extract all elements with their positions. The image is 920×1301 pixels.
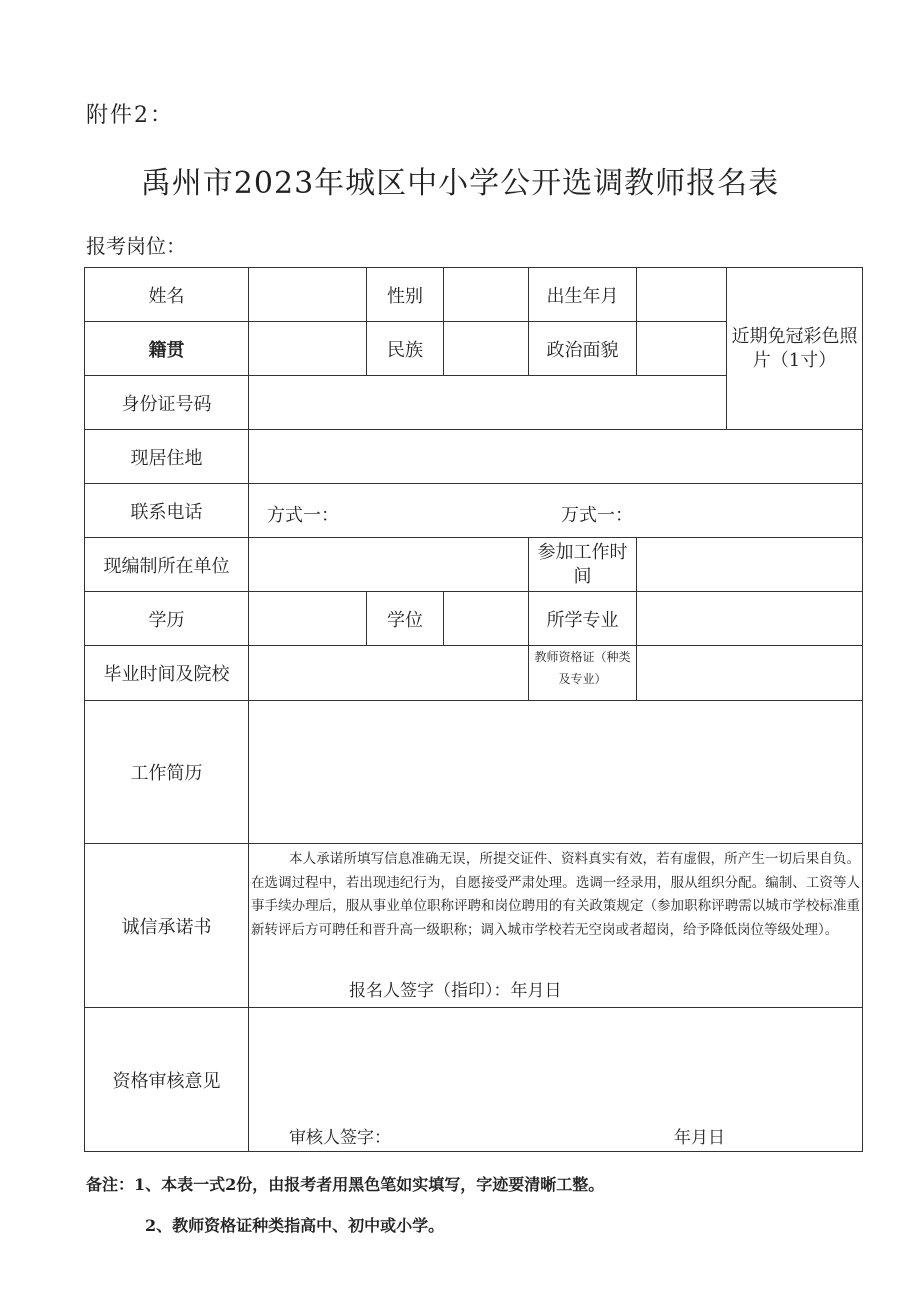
phone-way2-label: 万式一： bbox=[561, 505, 633, 526]
work-start-value[interactable] bbox=[637, 538, 863, 592]
graduation-value[interactable] bbox=[249, 646, 529, 701]
ethnicity-label: 民族 bbox=[367, 322, 444, 376]
cert-value[interactable] bbox=[637, 646, 863, 701]
major-label: 所学专业 bbox=[529, 592, 637, 646]
phone-way1-label: 方式一： bbox=[267, 505, 339, 526]
resume-value[interactable] bbox=[249, 701, 863, 844]
pledge-box bbox=[249, 844, 863, 1008]
education-value[interactable] bbox=[249, 592, 367, 646]
review-box[interactable] bbox=[249, 1008, 863, 1152]
major-value[interactable] bbox=[637, 592, 863, 646]
id-number-label: 身份证号码 bbox=[85, 376, 249, 430]
unit-label: 现编制所在单位 bbox=[85, 538, 249, 592]
review-date: 年月日 bbox=[674, 1128, 725, 1148]
cert-cell bbox=[529, 646, 637, 701]
address-value[interactable] bbox=[249, 430, 863, 484]
work-start-label: 参加工作时间 bbox=[529, 538, 637, 592]
cert-label: 教师资格证（种类及专业） bbox=[534, 650, 631, 686]
unit-value[interactable] bbox=[249, 538, 529, 592]
graduation-label: 毕业时间及院校 bbox=[85, 646, 249, 701]
resume-label: 工作简历 bbox=[85, 701, 249, 844]
form-title: 禹州市2023年城区中小学公开选调教师报名表 bbox=[140, 166, 780, 201]
education-label: 学历 bbox=[85, 592, 249, 646]
gender-label: 性别 bbox=[367, 268, 444, 322]
registration-form bbox=[84, 267, 863, 1152]
native-place-label: 籍贯 bbox=[85, 322, 249, 376]
pledge-text: 本人承诺所填写信息准确无误，所提交证件、资料真实有效，若有虚假，所产生一切后果自负。在选调过程中，若出现违纪行为，自愿接受严肃处理。选调一经录用，服从组织分配。编制、工资等人事手续办理后，服从事业单位职称评聘和岗位聘用的有关政策规定（参加职称评聘需以城市学校标准重新转评后方可聘任和晋升高一级职称；调入城市学校若无空岗或者超岗，给予降低岗位等级处理）。 bbox=[251, 851, 860, 938]
political-status-label: 政治面貌 bbox=[529, 322, 637, 376]
note-1: 备注：1、本表一式2份，由报考者用黑色笔如实填写，字迹要清晰工整。 bbox=[86, 1175, 605, 1194]
gender-value[interactable] bbox=[444, 268, 529, 322]
name-label: 姓名 bbox=[85, 268, 249, 322]
phone-value[interactable] bbox=[249, 484, 863, 538]
birth-label: 出生年月 bbox=[529, 268, 637, 322]
address-label: 现居住地 bbox=[85, 430, 249, 484]
photo-box[interactable]: 近期免冠彩色照片（1寸） bbox=[727, 268, 863, 430]
pledge-label: 诚信承诺书 bbox=[85, 844, 249, 1008]
attachment-label: 附件2： bbox=[86, 103, 174, 128]
native-place-value[interactable] bbox=[249, 322, 367, 376]
applicant-sign[interactable]: 报名人签字（指印）：年月日 bbox=[349, 981, 562, 1001]
post-label: 报考岗位： bbox=[86, 234, 186, 258]
id-number-value[interactable] bbox=[249, 376, 727, 430]
degree-label: 学位 bbox=[367, 592, 444, 646]
name-value[interactable] bbox=[249, 268, 367, 322]
reviewer-sign: 审核人签字： bbox=[289, 1128, 391, 1148]
birth-value[interactable] bbox=[637, 268, 727, 322]
degree-value[interactable] bbox=[444, 592, 529, 646]
note-2: 2、教师资格证种类指高中、初中或小学。 bbox=[145, 1216, 445, 1235]
political-status-value[interactable] bbox=[637, 322, 727, 376]
phone-label: 联系电话 bbox=[85, 484, 249, 538]
review-label: 资格审核意见 bbox=[85, 1008, 249, 1152]
ethnicity-value[interactable] bbox=[444, 322, 529, 376]
